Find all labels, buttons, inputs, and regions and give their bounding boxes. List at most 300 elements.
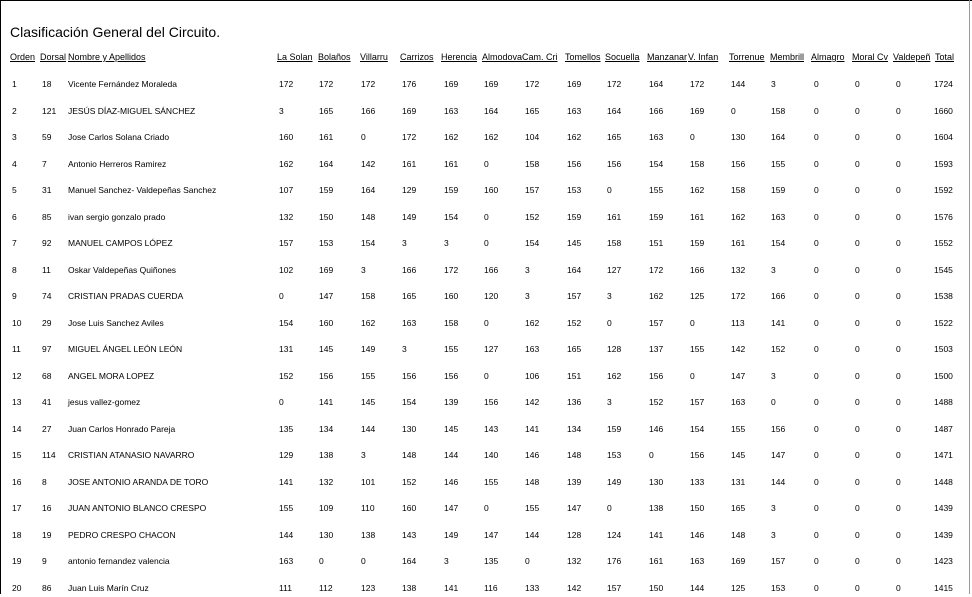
cell-almagro: 0 [814, 264, 819, 275]
cell-almagro: 0 [814, 556, 819, 566]
cell-socuellamos: 149 [607, 476, 622, 487]
cell-bolanos: 169 [319, 264, 334, 275]
cell-herencia: 158 [444, 317, 459, 328]
cell-valdepenas: 0 [896, 370, 901, 381]
cell-membrilla: 163 [771, 211, 786, 222]
cell-tomelloso: 134 [567, 423, 582, 434]
cell-orden: 9 [12, 291, 17, 301]
cell-socuellamos: 124 [607, 529, 622, 540]
cell-v-infantes: 158 [690, 158, 705, 169]
cell-almodovar: 135 [484, 556, 499, 566]
cell-bolanos: 160 [319, 317, 334, 328]
cell-la-solana: 111 [279, 582, 292, 593]
cell-socuellamos: 0 [607, 503, 612, 513]
cell-tomelloso: 157 [567, 291, 582, 301]
cell-manzanares: 163 [649, 132, 664, 142]
cell-herencia: 144 [444, 450, 459, 460]
cell-herencia: 172 [444, 264, 459, 275]
cell-total: 1660 [934, 105, 953, 116]
cell-valdepenas: 0 [896, 317, 901, 328]
cell-herencia: 147 [444, 503, 459, 513]
cell-total: 1545 [934, 264, 953, 275]
cell-bolanos: 134 [319, 423, 334, 434]
cell-orden: 12 [12, 370, 22, 381]
cell-valdepenas: 0 [896, 476, 901, 487]
cell-carrizosa: 130 [402, 423, 417, 434]
cell-herencia: 3 [444, 238, 449, 248]
cell-herencia: 141 [444, 582, 459, 593]
cell-cam-cri: 142 [525, 397, 540, 407]
header-col-almagro: Almagro [811, 52, 845, 62]
cell-almagro: 0 [814, 450, 819, 460]
cell-herencia: 156 [444, 370, 459, 381]
cell-bolanos: 138 [319, 450, 334, 460]
cell-bolanos: 165 [319, 105, 334, 116]
cell-moral-cv: 0 [855, 264, 860, 275]
cell-herencia: 169 [444, 79, 459, 89]
cell-cam-cri: 172 [525, 79, 540, 89]
cell-carrizosa: 129 [402, 185, 417, 195]
cell-torrenueva: 0 [731, 105, 736, 116]
cell-manzanares: 164 [649, 79, 664, 89]
table-row [0, 183, 972, 199]
cell-moral-cv: 0 [855, 529, 860, 540]
table-row [0, 236, 972, 252]
cell-cam-cri: 144 [525, 529, 540, 540]
cell-bolanos: 161 [319, 132, 334, 142]
cell-herencia: 149 [444, 529, 459, 540]
cell-manzanares: 152 [649, 397, 664, 407]
cell-torrenueva: 161 [731, 238, 746, 248]
table-row [0, 77, 972, 93]
cell-almodovar: 155 [484, 476, 499, 487]
cell-carrizosa: 169 [402, 105, 417, 116]
cell-v-infantes: 0 [690, 370, 695, 381]
cell-dorsal: 18 [42, 79, 52, 89]
cell-cam-cri: 133 [525, 582, 540, 593]
cell-socuellamos: 159 [607, 423, 622, 434]
cell-valdepenas: 0 [896, 264, 901, 275]
table-header [0, 51, 972, 65]
cell-cam-cri: 162 [525, 317, 540, 328]
table-row [0, 369, 972, 385]
header-col-manzanares: Manzanar [647, 52, 688, 62]
cell-bolanos: 164 [319, 158, 334, 169]
cell-tomelloso: 159 [567, 211, 582, 222]
cell-orden: 8 [12, 264, 17, 275]
cell-torrenueva: 125 [731, 582, 746, 593]
cell-herencia: 162 [444, 132, 459, 142]
cell-v-infantes: 162 [690, 185, 705, 195]
table-row [0, 581, 972, 597]
cell-nombre: ANGEL MORA LOPEZ [68, 370, 155, 381]
cell-membrilla: 156 [771, 423, 786, 434]
cell-dorsal: 85 [42, 211, 52, 222]
cell-membrilla: 155 [771, 158, 786, 169]
cell-almodovar: 160 [484, 185, 499, 195]
cell-bolanos: 147 [319, 291, 334, 301]
cell-socuellamos: 128 [607, 344, 622, 354]
cell-orden: 10 [12, 317, 22, 328]
cell-dorsal: 74 [42, 291, 52, 301]
cell-bolanos: 141 [319, 397, 334, 407]
cell-moral-cv: 0 [855, 132, 860, 142]
header-col-torrenueva: Torrenue [729, 52, 765, 62]
cell-villarrubia: 142 [361, 158, 376, 169]
cell-orden: 16 [12, 476, 22, 487]
cell-manzanares: 141 [649, 529, 664, 540]
cell-membrilla: 153 [771, 582, 786, 593]
cell-torrenueva: 156 [731, 158, 746, 169]
cell-almodovar: 0 [484, 317, 489, 328]
cell-nombre: Oskar Valdepeñas Quiñones [68, 264, 177, 275]
cell-moral-cv: 0 [855, 370, 860, 381]
cell-villarrubia: 3 [361, 450, 366, 460]
cell-almagro: 0 [814, 185, 819, 195]
cell-valdepenas: 0 [896, 556, 901, 566]
cell-valdepenas: 0 [896, 105, 901, 116]
cell-nombre: JUAN ANTONIO BLANCO CRESPO [68, 503, 207, 513]
cell-almodovar: 156 [484, 397, 499, 407]
cell-villarrubia: 154 [361, 238, 376, 248]
cell-v-infantes: 154 [690, 423, 705, 434]
header-col-v-infantes: V. Infan [688, 52, 719, 62]
cell-la-solana: 135 [279, 423, 294, 434]
cell-dorsal: 41 [42, 397, 52, 407]
cell-almagro: 0 [814, 582, 819, 593]
cell-orden: 1 [12, 79, 17, 89]
cell-almagro: 0 [814, 211, 819, 222]
cell-nombre: Juan Carlos Honrado Pareja [68, 423, 176, 434]
cell-manzanares: 159 [649, 211, 664, 222]
cell-moral-cv: 0 [855, 397, 860, 407]
cell-socuellamos: 3 [607, 291, 612, 301]
cell-torrenueva: 155 [731, 423, 746, 434]
cell-herencia: 159 [444, 185, 459, 195]
cell-membrilla: 3 [771, 79, 776, 89]
cell-nombre: Juan Luis Marín Cruz [68, 582, 149, 593]
header-col-socuellamos: Socuella [605, 52, 640, 62]
cell-membrilla: 147 [771, 450, 786, 460]
cell-nombre: PEDRO CRESPO CHACON [68, 529, 176, 540]
cell-v-infantes: 155 [690, 344, 705, 354]
cell-carrizosa: 152 [402, 476, 417, 487]
cell-la-solana: 131 [279, 344, 294, 354]
cell-carrizosa: 148 [402, 450, 417, 460]
cell-tomelloso: 163 [567, 105, 582, 116]
cell-almagro: 0 [814, 423, 819, 434]
cell-almagro: 0 [814, 291, 819, 301]
cell-la-solana: 157 [279, 238, 294, 248]
cell-carrizosa: 3 [402, 238, 407, 248]
header-col-bolanos: Bolaños [318, 52, 351, 62]
cell-villarrubia: 149 [361, 344, 376, 354]
cell-torrenueva: 162 [731, 211, 746, 222]
cell-membrilla: 141 [771, 317, 786, 328]
cell-nombre: CRISTIAN ATANASIO NAVARRO [68, 450, 195, 460]
cell-dorsal: 16 [42, 503, 52, 513]
cell-valdepenas: 0 [896, 185, 901, 195]
cell-socuellamos: 157 [607, 582, 622, 593]
cell-almagro: 0 [814, 317, 819, 328]
cell-v-infantes: 0 [690, 317, 695, 328]
cell-dorsal: 68 [42, 370, 52, 381]
cell-moral-cv: 0 [855, 582, 860, 593]
cell-orden: 20 [12, 582, 22, 593]
cell-bolanos: 150 [319, 211, 334, 222]
cell-carrizosa: 3 [402, 344, 407, 354]
cell-socuellamos: 153 [607, 450, 622, 460]
cell-almagro: 0 [814, 397, 819, 407]
cell-valdepenas: 0 [896, 529, 901, 540]
cell-total: 1415 [934, 582, 953, 593]
cell-orden: 4 [12, 158, 17, 169]
cell-almodovar: 169 [484, 79, 499, 89]
cell-membrilla: 3 [771, 529, 776, 540]
cell-moral-cv: 0 [855, 211, 860, 222]
cell-total: 1503 [934, 344, 953, 354]
cell-manzanares: 157 [649, 317, 664, 328]
cell-manzanares: 130 [649, 476, 664, 487]
cell-tomelloso: 136 [567, 397, 582, 407]
cell-cam-cri: 155 [525, 503, 540, 513]
cell-carrizosa: 165 [402, 291, 417, 301]
cell-cam-cri: 163 [525, 344, 540, 354]
cell-manzanares: 138 [649, 503, 664, 513]
cell-orden: 2 [12, 105, 17, 116]
cell-herencia: 139 [444, 397, 459, 407]
cell-v-infantes: 146 [690, 529, 705, 540]
cell-cam-cri: 152 [525, 211, 540, 222]
cell-moral-cv: 0 [855, 185, 860, 195]
cell-v-infantes: 169 [690, 105, 705, 116]
cell-bolanos: 159 [319, 185, 334, 195]
cell-membrilla: 158 [771, 105, 786, 116]
cell-villarrubia: 166 [361, 105, 376, 116]
cell-manzanares: 154 [649, 158, 664, 169]
cell-herencia: 154 [444, 211, 459, 222]
cell-moral-cv: 0 [855, 317, 860, 328]
cell-nombre: antonio fernandez valencia [68, 556, 170, 566]
cell-la-solana: 129 [279, 450, 294, 460]
table-row [0, 289, 972, 305]
header-col-valdepenas: Valdepeñ [893, 52, 931, 62]
cell-la-solana: 141 [279, 476, 294, 487]
cell-torrenueva: 113 [731, 317, 745, 328]
cell-nombre: Jose Carlos Solana Criado [68, 132, 170, 142]
cell-torrenueva: 163 [731, 397, 746, 407]
cell-cam-cri: 0 [525, 556, 530, 566]
cell-almagro: 0 [814, 370, 819, 381]
cell-manzanares: 162 [649, 291, 664, 301]
cell-manzanares: 155 [649, 185, 664, 195]
cell-dorsal: 9 [42, 556, 47, 566]
cell-dorsal: 31 [42, 185, 52, 195]
cell-carrizosa: 156 [402, 370, 417, 381]
cell-socuellamos: 127 [607, 264, 622, 275]
cell-villarrubia: 138 [361, 529, 376, 540]
cell-valdepenas: 0 [896, 344, 901, 354]
cell-cam-cri: 3 [525, 264, 530, 275]
cell-total: 1576 [934, 211, 953, 222]
cell-dorsal: 8 [42, 476, 47, 487]
cell-v-infantes: 159 [690, 238, 705, 248]
cell-cam-cri: 104 [525, 132, 540, 142]
cell-carrizosa: 172 [402, 132, 417, 142]
cell-dorsal: 86 [42, 582, 52, 593]
cell-valdepenas: 0 [896, 582, 901, 593]
cell-membrilla: 3 [771, 264, 776, 275]
cell-la-solana: 144 [279, 529, 294, 540]
cell-dorsal: 97 [42, 344, 52, 354]
cell-dorsal: 59 [42, 132, 52, 142]
cell-moral-cv: 0 [855, 291, 860, 301]
cell-moral-cv: 0 [855, 105, 860, 116]
cell-bolanos: 156 [319, 370, 334, 381]
header-col-total: Total [935, 52, 955, 62]
cell-total: 1471 [934, 450, 953, 460]
cell-dorsal: 121 [42, 105, 57, 116]
cell-villarrubia: 101 [361, 476, 376, 487]
cell-villarrubia: 110 [361, 503, 375, 513]
cell-almodovar: 164 [484, 105, 499, 116]
cell-tomelloso: 128 [567, 529, 582, 540]
cell-cam-cri: 165 [525, 105, 540, 116]
cell-almodovar: 0 [484, 238, 489, 248]
cell-total: 1448 [934, 476, 953, 487]
cell-torrenueva: 132 [731, 264, 746, 275]
cell-carrizosa: 138 [402, 582, 417, 593]
cell-tomelloso: 156 [567, 158, 582, 169]
cell-valdepenas: 0 [896, 238, 901, 248]
cell-orden: 11 [12, 344, 21, 354]
cell-orden: 6 [12, 211, 17, 222]
cell-nombre: Vicente Fernández Moraleda [68, 79, 177, 89]
cell-valdepenas: 0 [896, 397, 901, 407]
table-row [0, 210, 972, 226]
cell-membrilla: 159 [771, 185, 786, 195]
cell-villarrubia: 148 [361, 211, 376, 222]
cell-almodovar: 140 [484, 450, 499, 460]
cell-almodovar: 0 [484, 211, 489, 222]
header-col-almodovar: Almodova [482, 52, 522, 62]
cell-bolanos: 132 [319, 476, 334, 487]
table-row [0, 554, 972, 570]
frame-top-border [0, 0, 972, 1]
cell-nombre: CRISTIAN PRADAS CUERDA [68, 291, 184, 301]
cell-cam-cri: 154 [525, 238, 540, 248]
cell-tomelloso: 148 [567, 450, 582, 460]
cell-la-solana: 107 [279, 185, 294, 195]
cell-moral-cv: 0 [855, 79, 860, 89]
cell-almagro: 0 [814, 503, 819, 513]
table-row [0, 342, 972, 358]
cell-herencia: 161 [444, 158, 459, 169]
cell-nombre: MIGUEL ÁNGEL LEÓN LEÓN [68, 344, 183, 354]
cell-manzanares: 150 [649, 582, 664, 593]
table-row [0, 528, 972, 544]
cell-tomelloso: 152 [567, 317, 582, 328]
table-row [0, 157, 972, 173]
cell-bolanos: 172 [319, 79, 334, 89]
cell-carrizosa: 160 [402, 503, 417, 513]
cell-socuellamos: 156 [607, 158, 622, 169]
cell-manzanares: 151 [649, 238, 664, 248]
cell-villarrubia: 0 [361, 132, 366, 142]
table-row [0, 475, 972, 491]
cell-carrizosa: 164 [402, 556, 417, 566]
cell-moral-cv: 0 [855, 423, 860, 434]
cell-bolanos: 145 [319, 344, 334, 354]
header-col-membrilla: Membrill [770, 52, 805, 62]
cell-villarrubia: 155 [361, 370, 376, 381]
cell-villarrubia: 172 [361, 79, 376, 89]
cell-socuellamos: 172 [607, 79, 622, 89]
cell-almodovar: 0 [484, 370, 489, 381]
cell-la-solana: 3 [279, 105, 284, 116]
cell-total: 1552 [934, 238, 953, 248]
cell-manzanares: 137 [649, 344, 664, 354]
cell-almagro: 0 [814, 476, 819, 487]
cell-total: 1592 [934, 185, 953, 195]
cell-orden: 3 [12, 132, 17, 142]
cell-membrilla: 144 [771, 476, 786, 487]
cell-nombre: Antonio Herreros Ramirez [68, 158, 167, 169]
cell-manzanares: 0 [649, 450, 654, 460]
cell-valdepenas: 0 [896, 132, 901, 142]
cell-cam-cri: 157 [525, 185, 540, 195]
cell-manzanares: 156 [649, 370, 664, 381]
cell-socuellamos: 165 [607, 132, 622, 142]
cell-almodovar: 116 [484, 582, 498, 593]
cell-la-solana: 0 [279, 397, 284, 407]
header-col-la-solana: La Solan [277, 52, 313, 62]
cell-la-solana: 162 [279, 158, 294, 169]
cell-socuellamos: 162 [607, 370, 622, 381]
cell-tomelloso: 132 [567, 556, 582, 566]
cell-la-solana: 160 [279, 132, 294, 142]
cell-tomelloso: 139 [567, 476, 582, 487]
cell-valdepenas: 0 [896, 158, 901, 169]
cell-carrizosa: 149 [402, 211, 417, 222]
cell-socuellamos: 176 [607, 556, 622, 566]
cell-v-infantes: 172 [690, 79, 705, 89]
table-row [0, 104, 972, 120]
cell-valdepenas: 0 [896, 291, 901, 301]
cell-total: 1724 [934, 79, 953, 89]
cell-torrenueva: 144 [731, 79, 746, 89]
table-row [0, 130, 972, 146]
cell-villarrubia: 164 [361, 185, 376, 195]
cell-dorsal: 11 [42, 264, 51, 275]
cell-valdepenas: 0 [896, 423, 901, 434]
cell-valdepenas: 0 [896, 503, 901, 513]
cell-bolanos: 109 [319, 503, 334, 513]
cell-socuellamos: 158 [607, 238, 622, 248]
cell-villarrubia: 145 [361, 397, 376, 407]
header-col-cam-cri: Cam. Cri [522, 52, 558, 62]
cell-bolanos: 0 [319, 556, 324, 566]
cell-tomelloso: 147 [567, 503, 582, 513]
cell-valdepenas: 0 [896, 79, 901, 89]
cell-almagro: 0 [814, 344, 819, 354]
cell-torrenueva: 165 [731, 503, 746, 513]
cell-nombre: ivan sergio gonzalo prado [68, 211, 166, 222]
cell-socuellamos: 164 [607, 105, 622, 116]
cell-cam-cri: 148 [525, 476, 540, 487]
cell-dorsal: 27 [42, 423, 52, 434]
cell-cam-cri: 141 [525, 423, 540, 434]
